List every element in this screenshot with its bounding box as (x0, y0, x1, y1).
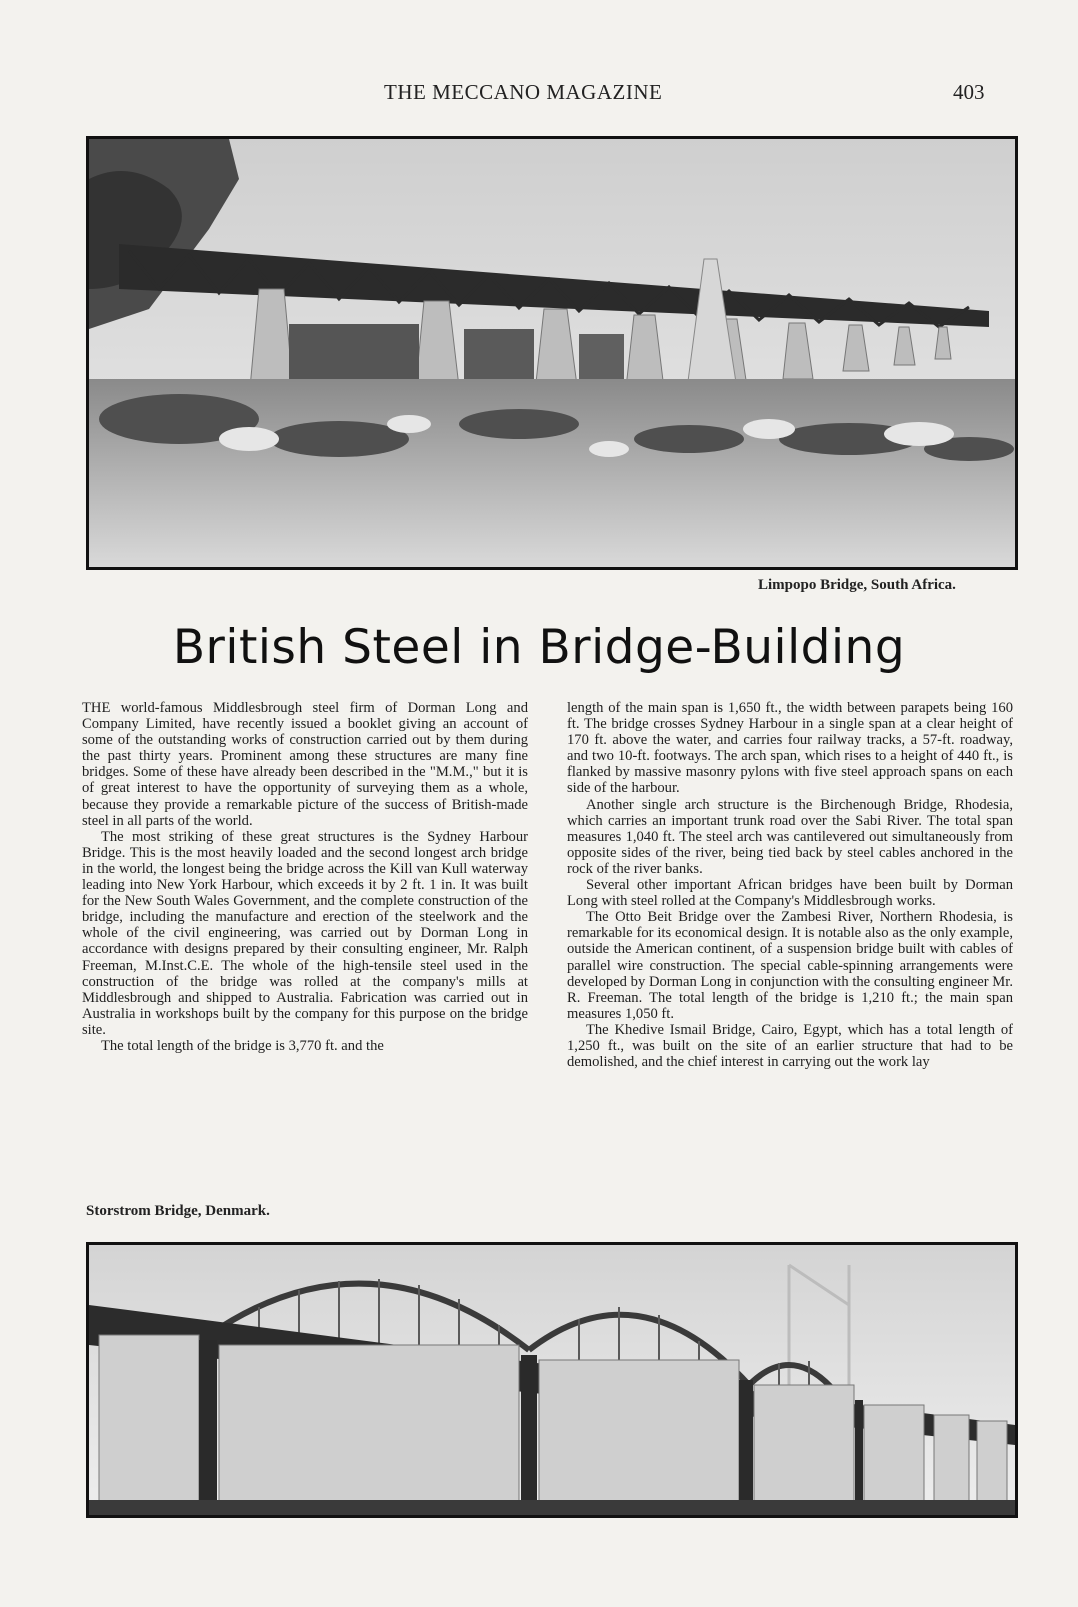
article-left-column (82, 700, 528, 1054)
article-paragraph: The Khedive Ismail Bridge, Cairo, Egypt, which has a total length of 1,250 ft., was built on the site of an earlier structure that had to be demolished, and the chief interest in carrying out the work lay (567, 1021, 1013, 1071)
article-paragraph: The most striking of these great structures is the Sydney Harbour Bridge. This is the most heavily loaded and the second longest arch bridge in the world, the longest being the bridge across the Kill van Kull waterway leading into New York Harbour, which exceeds it by 2 ft. 1 in. It was built for the New South Wales Government, and the complete construction of the bridge, including the manufacture and erection of the steelwork and the whole of the civil engineering, was carried out by Dorman Long in accordance with designs prepared by their consulting engineer, Mr. Ralph Freeman, M.Inst.C.E. The whole of the high-tensile steel used in the construction of the bridge was rolled at the company's mills at Middlesbrough and shipped to Australia. Fabrication was carried out in Australia in workshops built by the company for this purpose on the bridge site. (82, 828, 528, 1038)
article-headline: British Steel in Bridge-Building (172, 620, 906, 675)
limpopo-bridge-photo (86, 136, 1018, 570)
article-paragraph: The Otto Beit Bridge over the Zambesi River, Northern Rhodesia, is remarkable for its economical design. It is notable also as the only example, outside the American continent, of a suspension bridge built with cables of parallel wire construction. The special cable-spinning arrangements were developed by Dorman Long in conjunction with the consulting engineer Mr. R. Freeman. The total length of the bridge is 1,210 ft.; the main span measures 1,050 ft. (567, 909, 1013, 1022)
article-paragraph: The total length of the bridge is 3,770 ft. and the (100, 1037, 384, 1054)
running-head (0, 80, 1078, 110)
bottom-photo-caption: Storstrom Bridge, Denmark. (86, 1203, 270, 1219)
top-photo-caption: Limpopo Bridge, South Africa. (758, 577, 956, 593)
storstrom-bridge-photo (86, 1242, 1018, 1518)
article-paragraph: Another single arch structure is the Birchenough Bridge, Rhodesia, which carries an important trunk road over the Sabi River. The total span measures 1,040 ft. The steel arch was cantilevered out simultaneously from opposite sides of the river, being tied back by steel cables anchored in the rock of the river banks. (567, 796, 1013, 877)
page-number: 403 (953, 80, 985, 104)
article-paragraph: length of the main span is 1,650 ft., the width between parapets being 160 ft. The bridge crosses Sydney Harbour in a single span at a clear height of 170 ft. above the water, and carries four railway tracks, a 57-ft. roadway, and two 10-ft. footways. The arch span, which rises to a height of 440 ft., is flanked by massive masonry pylons with five steel approach spans on each side of the harbour. (567, 700, 1013, 797)
article-paragraph: THE world-famous Middlesbrough steel firm of Dorman Long and Company Limited, have recently issued a booklet giving an account of some of the outstanding works of construction carried out by them during the past thirty years. Prominent among these structures are many fine bridges. Some of these have already been described in the "M.M.," but it is of great interest to have the opportunity of surveying them as a whole, because they provide a remarkable picture of the success of British-made steel in all parts of the world. (82, 700, 528, 829)
article-paragraph: Several other important African bridges have been built by Dorman Long with steel rolled at the Company's Middlesbrough works. (567, 877, 1013, 910)
magazine-title: THE MECCANO MAGAZINE (384, 80, 663, 104)
article-right-column (567, 700, 1013, 1070)
